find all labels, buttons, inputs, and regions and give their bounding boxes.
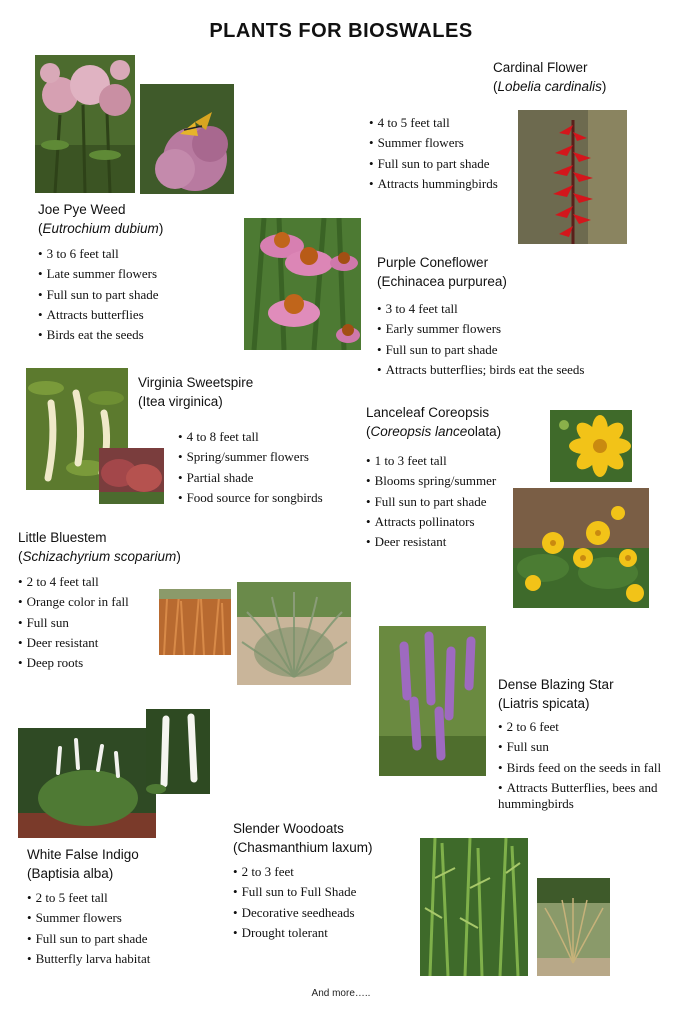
list-item: • Deer resistant xyxy=(366,532,496,552)
list-item: • Attracts butterflies; birds eat the seeds xyxy=(377,360,584,380)
little-bluestem-photo-2 xyxy=(237,582,351,685)
list-item: • Full sun to part shade xyxy=(377,340,584,360)
list-item: • Birds feed on the seeds in fall xyxy=(498,758,678,778)
list-item: • Attracts pollinators xyxy=(366,512,496,532)
joe-pye-weed-photo-1 xyxy=(35,55,135,193)
joe-pye-weed-facts xyxy=(38,244,159,345)
list-item: • Full sun to part shade xyxy=(369,154,498,174)
virginia-sweetspire-photo-2 xyxy=(99,448,164,504)
list-item: • Spring/summer flowers xyxy=(178,447,328,467)
list-item: • 2 to 3 feet xyxy=(233,862,356,882)
purple-coneflower-name: Purple Coneflower (Echinacea purpurea) xyxy=(377,255,507,289)
list-item: • Orange color in fall xyxy=(18,592,129,612)
virginia-sweetspire-facts xyxy=(178,427,328,506)
list-item: • Food source for songbirds xyxy=(178,488,328,506)
purple-coneflower-photo xyxy=(244,218,361,350)
page-title: PLANTS FOR BIOSWALES xyxy=(209,20,473,42)
list-item: • 3 to 6 feet tall xyxy=(38,244,159,264)
little-bluestem-facts xyxy=(18,572,129,673)
cardinal-flower-name: Cardinal Flower (Lobelia cardinalis) xyxy=(493,60,607,94)
list-item: • 4 to 5 feet tall xyxy=(369,113,498,133)
list-item: • Attracts butterflies xyxy=(38,305,159,325)
cardinal-flower-photo xyxy=(518,110,627,244)
list-item: • Full sun to part shade xyxy=(38,285,159,305)
white-false-indigo-photo-2 xyxy=(146,709,210,794)
list-item: • 2 to 5 feet tall xyxy=(27,888,150,908)
slender-woodoats-photo-2 xyxy=(537,878,610,976)
list-item: • 2 to 6 feet xyxy=(498,717,678,737)
virginia-sweetspire-name: Virginia Sweetspire (Itea virginica) xyxy=(138,375,254,409)
list-item: • Full sun to part shade xyxy=(27,929,150,949)
list-item: • 4 to 8 feet tall xyxy=(178,427,328,447)
white-false-indigo-photo-1 xyxy=(18,728,156,838)
dense-blazing-star-name: Dense Blazing Star (Liatris spicata) xyxy=(498,677,614,711)
list-item: • 1 to 3 feet tall xyxy=(366,451,496,471)
joe-pye-weed-name: Joe Pye Weed (Eutrochium dubium) xyxy=(38,202,164,236)
cardinal-flower-facts xyxy=(369,113,498,194)
dense-blazing-star-photo xyxy=(379,626,486,776)
purple-coneflower-facts xyxy=(377,299,584,380)
list-item: • Decorative seedheads xyxy=(233,903,356,923)
list-item: • Summer flowers xyxy=(369,133,498,153)
list-item: • Deer resistant xyxy=(18,633,129,653)
little-bluestem-name: Little Bluestem (Schizachyrium scoparium) xyxy=(18,530,181,564)
list-item: • Full sun to Full Shade xyxy=(233,882,356,902)
list-item: • 3 to 4 feet tall xyxy=(377,299,584,319)
lanceleaf-coreopsis-name: Lanceleaf Coreopsis (Coreopsis lanceolata) xyxy=(366,405,502,439)
list-item: • Late summer flowers xyxy=(38,264,159,284)
list-item: • Deep roots xyxy=(18,653,129,673)
slender-woodoats-name: Slender Woodoats (Chasmanthium laxum) xyxy=(233,821,373,855)
list-item: • Attracts hummingbirds xyxy=(369,174,498,194)
slender-woodoats-facts xyxy=(233,862,356,943)
list-item: • Full sun xyxy=(18,613,129,633)
list-item: • Birds eat the seeds xyxy=(38,325,159,345)
list-item: • Attracts Butterflies, bees and hummingbirds xyxy=(498,778,678,812)
white-false-indigo-facts xyxy=(27,888,150,969)
joe-pye-weed-photo-2 xyxy=(140,84,234,194)
list-item: • Early summer flowers xyxy=(377,319,584,339)
footer-note: And more….. xyxy=(311,988,371,999)
white-false-indigo-name: White False Indigo (Baptisia alba) xyxy=(27,847,139,881)
lanceleaf-coreopsis-photo-2 xyxy=(513,488,649,608)
dense-blazing-star-facts xyxy=(498,717,678,812)
little-bluestem-photo-1 xyxy=(159,589,231,655)
slender-woodoats-photo-1 xyxy=(420,838,528,976)
lanceleaf-coreopsis-photo-1 xyxy=(550,410,632,482)
list-item: • Drought tolerant xyxy=(233,923,356,943)
list-item: • Full sun xyxy=(498,737,678,757)
list-item: • Butterfly larva habitat xyxy=(27,949,150,969)
list-item: • Partial shade xyxy=(178,468,328,488)
list-item: • Summer flowers xyxy=(27,908,150,928)
list-item: • Blooms spring/summer xyxy=(366,471,496,491)
list-item: • 2 to 4 feet tall xyxy=(18,572,129,592)
lanceleaf-coreopsis-facts xyxy=(366,451,496,552)
list-item: • Full sun to part shade xyxy=(366,492,496,512)
